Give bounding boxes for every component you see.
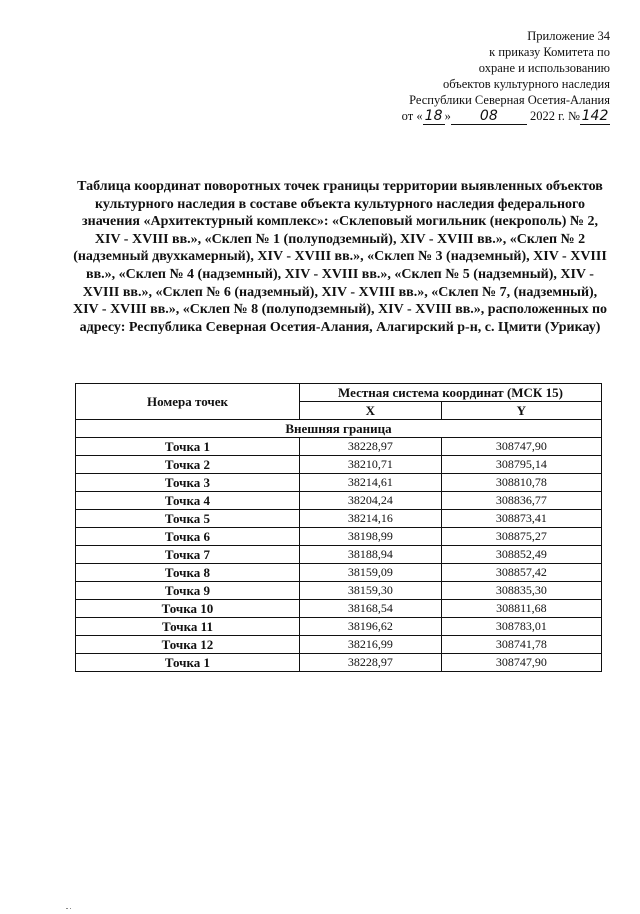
- point-y: 308747,90: [441, 654, 601, 672]
- point-x: 38228,97: [300, 654, 442, 672]
- point-x: 38214,16: [300, 510, 442, 528]
- header-x: X: [300, 402, 442, 420]
- point-y: 308873,41: [441, 510, 601, 528]
- table-row: [76, 600, 602, 618]
- order-month: 08: [451, 108, 527, 125]
- table-row: [76, 546, 602, 564]
- header-coord-system: Местная система координат (МСК 15): [300, 384, 602, 402]
- committee-name-2: объектов культурного наследия: [443, 77, 610, 91]
- appendix-number: Приложение 34: [527, 29, 610, 43]
- table-row: [76, 510, 602, 528]
- point-name: Точка 2: [76, 456, 300, 474]
- table-row: [76, 564, 602, 582]
- point-x: 38159,09: [300, 564, 442, 582]
- point-y: 308875,27: [441, 528, 601, 546]
- point-y: 308783,01: [441, 618, 601, 636]
- point-y: 308857,42: [441, 564, 601, 582]
- committee-name-1: охране и использованию: [478, 61, 610, 75]
- appendix-header: [310, 28, 610, 125]
- point-name: Точка 7: [76, 546, 300, 564]
- point-name: Точка 9: [76, 582, 300, 600]
- point-x: 38216,99: [300, 636, 442, 654]
- table-row: [76, 654, 602, 672]
- republic-name: Республики Северная Осетия-Алания: [409, 93, 610, 107]
- point-x: 38210,71: [300, 456, 442, 474]
- order-prefix: от «: [401, 109, 423, 123]
- point-name: Точка 5: [76, 510, 300, 528]
- table-row: [76, 492, 602, 510]
- point-name: Точка 1: [76, 654, 300, 672]
- table-row: [76, 474, 602, 492]
- point-name: Точка 1: [76, 438, 300, 456]
- point-x: 38204,24: [300, 492, 442, 510]
- point-x: 38214,61: [300, 474, 442, 492]
- order-day: 18: [423, 108, 445, 125]
- point-name: Точка 3: [76, 474, 300, 492]
- point-y: 308747,90: [441, 438, 601, 456]
- point-x: 38196,62: [300, 618, 442, 636]
- point-x: 38188,94: [300, 546, 442, 564]
- point-y: 308852,49: [441, 546, 601, 564]
- scan-specks: [66, 896, 74, 898]
- point-y: 308741,78: [441, 636, 601, 654]
- table-row: [76, 438, 602, 456]
- document-title: Таблица координат поворотных точек границы территории выявленных объектов культурного наследия в составе объекта культурного наследия федерального значения «Архитектурный комплекс»: «Склеповый могильник (некрополь) № 2, XIV - XVIII вв.», «Склеп № 1 (полуподземный), XIV - XVIII вв.», «Склеп № 2 (надземный двухкамерный), XIV - XVIII вв.», «Склеп № 3 (надземный), XIV - XVIII вв.», «Склеп № 4 (надземный), XIV - XVIII вв.», «Склеп № 5 (надземный), XIV - XVIII вв.», «Склеп № 6 (надземный), XIV - XVIII вв.», «Склеп № 7, (надземный), XIV - XVIII вв.», «Склеп № 8 (полуподземный), XIV - XVIII вв.», расположенных по адресу: Республика Северная Осетия-Алания, Алагирский р-н, с. Цмити (Урикау): [72, 179, 608, 335]
- order-date-line: [310, 108, 610, 125]
- point-y: 308835,30: [441, 582, 601, 600]
- point-name: Точка 11: [76, 618, 300, 636]
- header-y: Y: [441, 402, 601, 420]
- table-row: [76, 528, 602, 546]
- order-reference: к приказу Комитета по: [489, 45, 610, 59]
- point-y: 308836,77: [441, 492, 601, 510]
- point-y: 308795,14: [441, 456, 601, 474]
- point-x: 38168,54: [300, 600, 442, 618]
- order-year: 2022 г. №: [526, 109, 580, 123]
- table-row: [76, 636, 602, 654]
- order-number: 142: [581, 108, 609, 124]
- table-row: [76, 456, 602, 474]
- point-y: 308811,68: [441, 600, 601, 618]
- point-name: Точка 4: [76, 492, 300, 510]
- point-name: Точка 10: [76, 600, 300, 618]
- table-row: [76, 618, 602, 636]
- point-name: Точка 6: [76, 528, 300, 546]
- point-x: 38198,99: [300, 528, 442, 546]
- header-points: Номера точек: [76, 384, 300, 420]
- point-name: Точка 12: [76, 636, 300, 654]
- point-x: 38159,30: [300, 582, 442, 600]
- coordinates-table: [75, 383, 602, 672]
- point-name: Точка 8: [76, 564, 300, 582]
- order-mid: »: [444, 109, 451, 123]
- point-x: 38228,97: [300, 438, 442, 456]
- point-y: 308810,78: [441, 474, 601, 492]
- section-outer-boundary: Внешняя граница: [76, 420, 602, 438]
- table-row: [76, 582, 602, 600]
